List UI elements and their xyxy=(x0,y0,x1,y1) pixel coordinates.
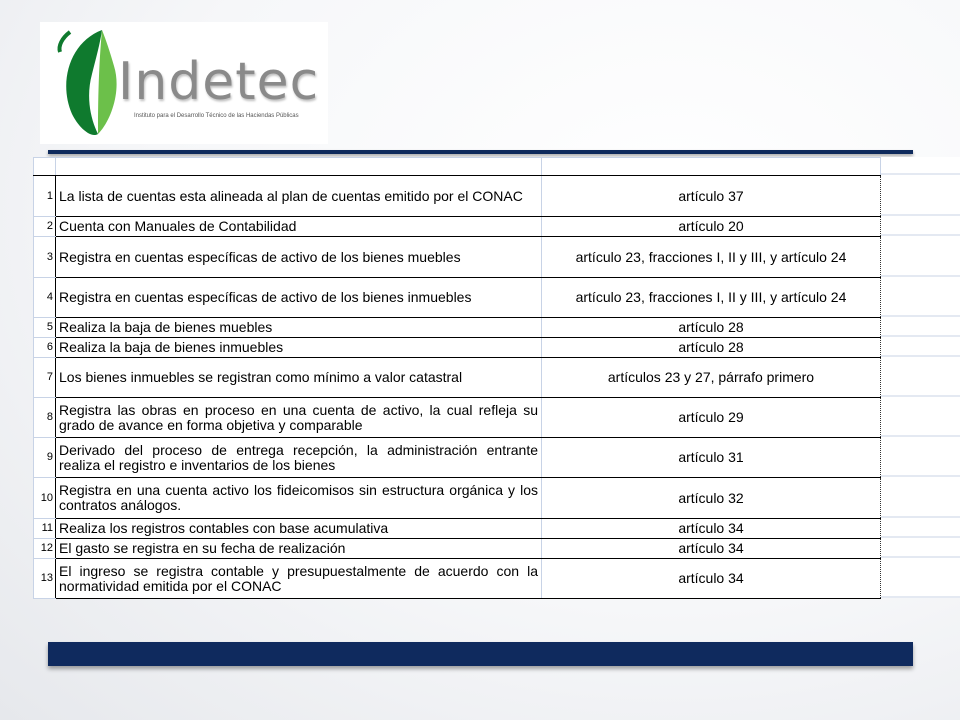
table-row xyxy=(34,398,881,438)
table-row xyxy=(34,338,881,358)
table-row xyxy=(34,519,881,539)
header-cell xyxy=(56,158,542,176)
row-legal-reference: artículo 32 xyxy=(542,478,881,519)
logo-wordmark: Indetec xyxy=(118,52,320,112)
row-legal-reference: artículo 23, fracciones I, II y III, y artículo 24 xyxy=(542,278,881,318)
table-row xyxy=(34,539,881,559)
row-number: 9 xyxy=(34,438,56,478)
row-description: Realiza la baja de bienes inmuebles xyxy=(56,338,542,358)
checklist-table xyxy=(33,157,881,599)
row-description: El gasto se registra en su fecha de realización xyxy=(56,539,542,559)
row-description: Cuenta con Manuales de Contabilidad xyxy=(56,217,542,237)
logo-tagline: Instituto para el Desarrollo Técnico de las Haciendas Públicas xyxy=(134,113,299,119)
row-description: El ingreso se registra contable y presupuestalmente de acuerdo con la normatividad emitida por el CONAC xyxy=(56,559,542,599)
row-number: 13 xyxy=(34,559,56,599)
table-row xyxy=(34,278,881,318)
row-number: 2 xyxy=(34,217,56,237)
row-number: 3 xyxy=(34,237,56,278)
row-number: 4 xyxy=(34,278,56,318)
row-description: Los bienes inmuebles se registran como mínimo a valor catastral xyxy=(56,358,542,398)
row-number: 8 xyxy=(34,398,56,438)
row-description: Derivado del proceso de entrega recepción, la administración entrante realiza el registro e inventarios de los bienes xyxy=(56,438,542,478)
row-legal-reference: artículo 31 xyxy=(542,438,881,478)
row-legal-reference: artículo 34 xyxy=(542,539,881,559)
row-legal-reference: artículo 23, fracciones I, II y III, y artículo 24 xyxy=(542,237,881,278)
table-row xyxy=(34,559,881,599)
row-description: Registra en cuentas específicas de activo de los bienes muebles xyxy=(56,237,542,278)
row-legal-reference: artículo 37 xyxy=(542,176,881,217)
row-number: 6 xyxy=(34,338,56,358)
table-row xyxy=(34,318,881,338)
row-number: 11 xyxy=(34,519,56,539)
row-description: Realiza los registros contables con base acumulativa xyxy=(56,519,542,539)
row-legal-reference: artículos 23 y 27, párrafo primero xyxy=(542,358,881,398)
row-number: 5 xyxy=(34,318,56,338)
table-row xyxy=(34,438,881,478)
row-number: 12 xyxy=(34,539,56,559)
row-legal-reference: artículo 34 xyxy=(542,559,881,599)
row-description: Registra las obras en proceso en una cuenta de activo, la cual refleja su grado de avance en forma objetiva y comparable xyxy=(56,398,542,438)
header-cell xyxy=(34,158,56,176)
row-description: Registra en cuentas específicas de activo de los bienes inmuebles xyxy=(56,278,542,318)
bottom-footer-bar xyxy=(48,642,913,666)
spreadsheet-extra-column xyxy=(880,157,960,598)
row-legal-reference: artículo 34 xyxy=(542,519,881,539)
table-row xyxy=(34,358,881,398)
row-legal-reference: artículo 20 xyxy=(542,217,881,237)
indetec-logo xyxy=(40,22,328,144)
table-row xyxy=(34,237,881,278)
table-row xyxy=(34,478,881,519)
row-number: 10 xyxy=(34,478,56,519)
row-number: 7 xyxy=(34,358,56,398)
row-number: 1 xyxy=(34,176,56,217)
row-legal-reference: artículo 29 xyxy=(542,398,881,438)
table-header-row xyxy=(34,158,881,176)
top-divider-bar xyxy=(48,150,913,154)
row-description: La lista de cuentas esta alineada al plan de cuentas emitido por el CONAC xyxy=(56,176,542,217)
header-cell xyxy=(542,158,881,176)
table-row xyxy=(34,217,881,237)
row-description: Registra en una cuenta activo los fideicomisos sin estructura orgánica y los contratos análogos. xyxy=(56,478,542,519)
row-description: Realiza la baja de bienes muebles xyxy=(56,318,542,338)
row-legal-reference: artículo 28 xyxy=(542,338,881,358)
row-legal-reference: artículo 28 xyxy=(542,318,881,338)
table-row xyxy=(34,176,881,217)
